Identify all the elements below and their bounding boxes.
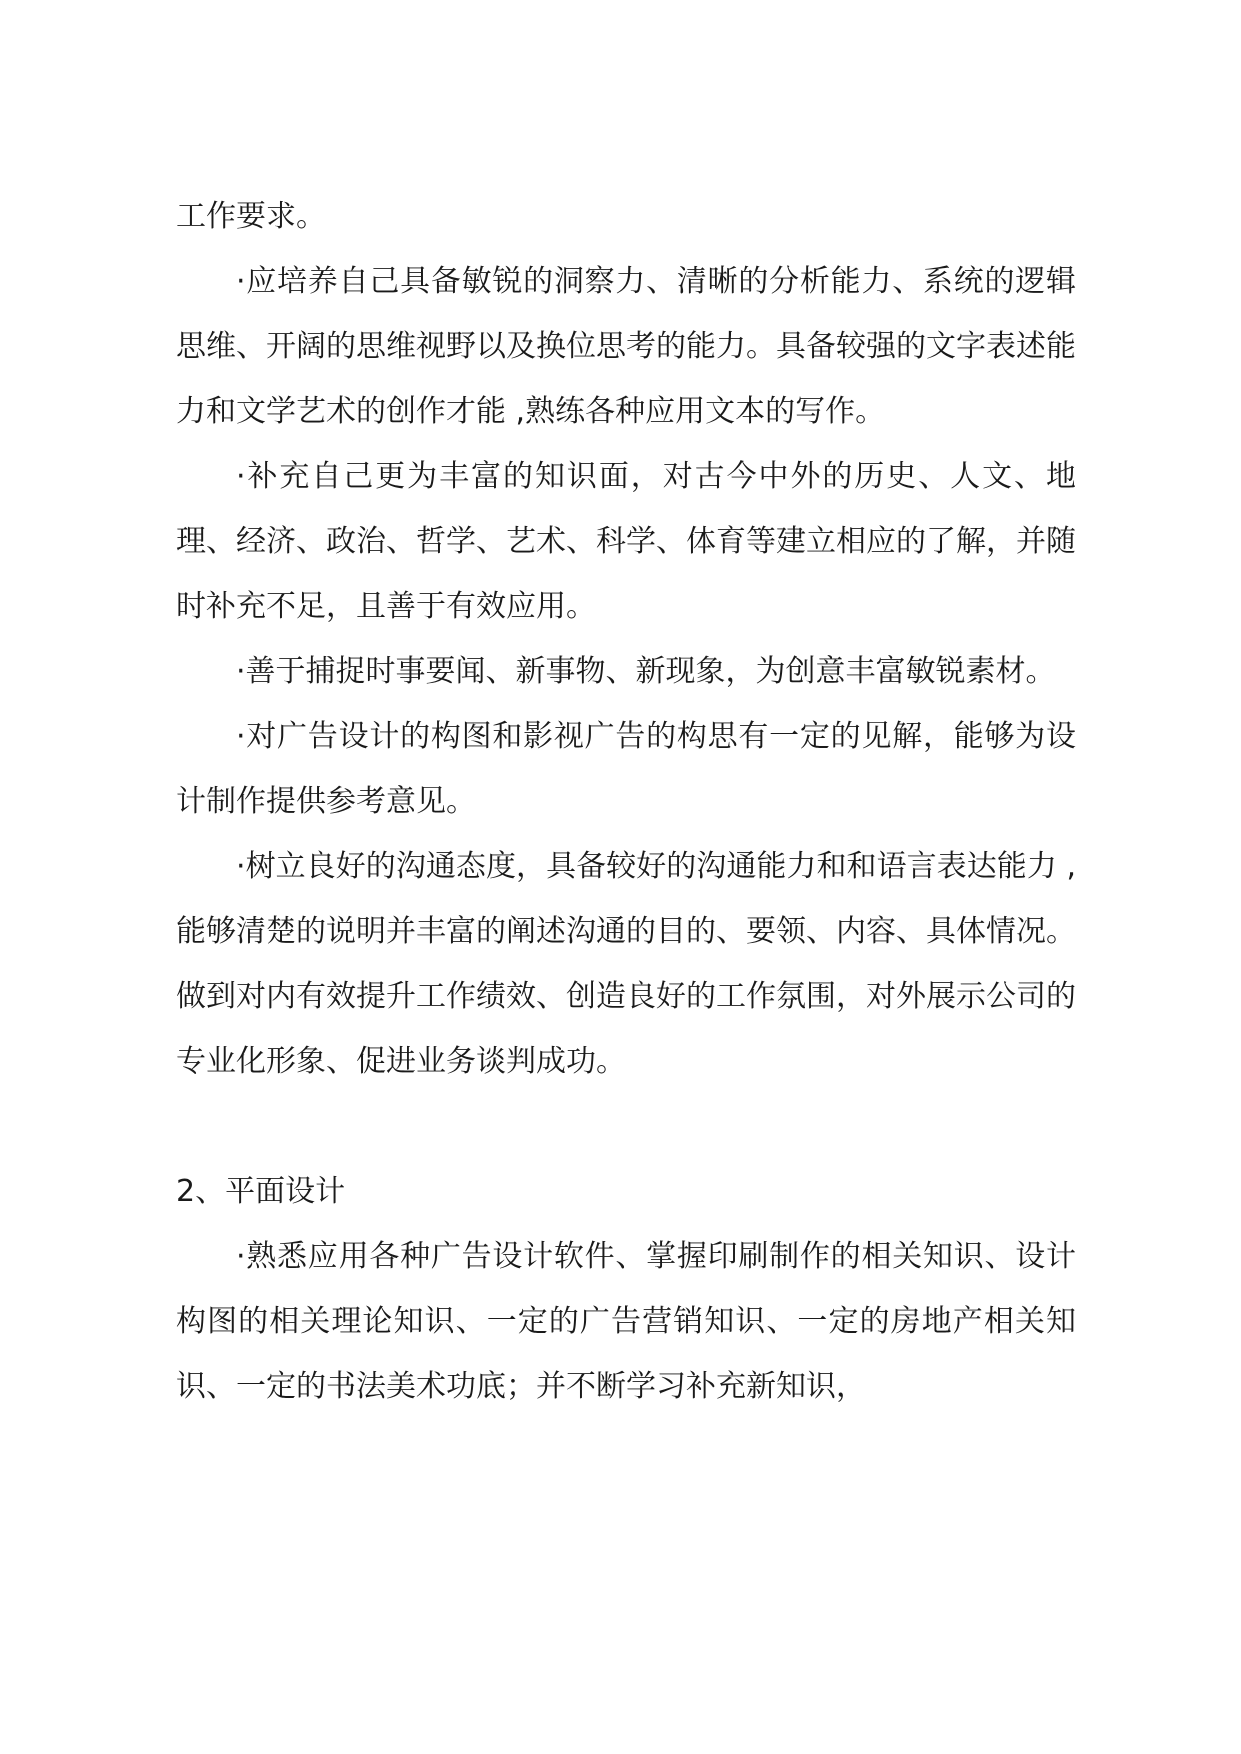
paragraph-gap	[176, 1094, 1076, 1159]
document-body	[176, 184, 1076, 1419]
paragraph-knowledge: ·补充自己更为丰富的知识面，对古今中外的历史、人文、地理、经济、政治、哲学、艺术、科学、体育等建立相应的了解，并随时补充不足，且善于有效应用。	[176, 459, 1076, 624]
paragraph-analysis-skills: ·应培养自己具备敏锐的洞察力、清晰的分析能力、系统的逻辑思维、开阔的思维视野以及换位思考的能力。具备较强的文字表述能力和文学艺术的创作才能 ,熟练各种应用文本的写作。	[176, 264, 1076, 429]
paragraph-current-events: ·善于捕捉时事要闻、新事物、新现象，为创意丰富敏锐素材。	[236, 654, 1056, 689]
section-heading-graphic-design: 2、平面设计	[176, 1174, 346, 1209]
paragraph-design-software: ·熟悉应用各种广告设计软件、掌握印刷制作的相关知识、设计构图的相关理论知识、一定的广告营销知识、一定的房地产相关知识、一定的书法美术功底；并不断学习补充新知识，	[176, 1239, 1076, 1404]
paragraph-communication: ·树立良好的沟通态度，具备较好的沟通能力和和语言表达能力 ,能够清楚的说明并丰富的阐述沟通的目的、要领、内容、具体情况。做到对内有效提升工作绩效、创造良好的工作氛围，对外展示公司的专业化形象、促进业务谈判成功。	[176, 849, 1076, 1079]
paragraph-work-requirements: 工作要求。	[176, 199, 326, 234]
paragraph-ad-design: ·对广告设计的构图和影视广告的构思有一定的见解，能够为设计制作提供参考意见。	[176, 719, 1076, 819]
